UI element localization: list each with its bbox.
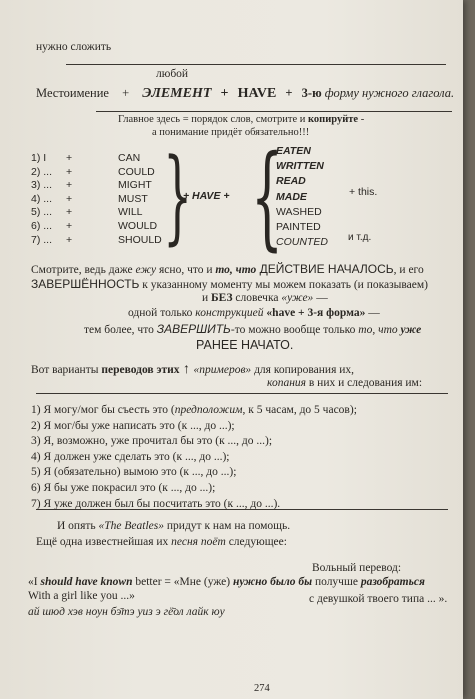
plus-this: + this.: [349, 186, 378, 198]
beatles-another: Ещё одна известнейшая их: [36, 536, 172, 548]
free-translation-label: Вольный перевод:: [312, 562, 402, 574]
page-number: 274: [254, 683, 270, 694]
formula-plus-1: +: [122, 86, 130, 100]
p1-construction: конструкцией: [195, 307, 264, 319]
p1-to-chto: то, что: [215, 264, 257, 276]
beatles-following: следующее:: [225, 536, 287, 548]
row-plus: +: [66, 192, 73, 205]
p1-odnoi: одной только: [128, 307, 196, 319]
para1-line-3: [202, 292, 328, 304]
quote-better: better = «Мне (уже): [132, 576, 233, 588]
beatles-again: И опять: [57, 520, 99, 532]
p1-mozhno: -то можно вообще только: [230, 324, 359, 336]
translation-part-a: 3) Я, возможно, уже прочитал бы это (к ..., до ...);: [31, 435, 273, 448]
left-brace: {: [251, 132, 284, 262]
formula-have: HAVE: [237, 86, 277, 101]
p1-dash-3: —: [313, 292, 328, 304]
beatles-song: песня поёт: [171, 536, 226, 548]
top-rule: [66, 64, 446, 65]
p1-dash-4: —: [365, 307, 380, 319]
p1-bez: БЕЗ: [211, 292, 233, 304]
p2-examples: «примеров»: [193, 364, 252, 376]
row-plus: +: [66, 165, 73, 178]
formula-rest: форму нужного глагола.: [324, 86, 455, 100]
row-plus: +: [66, 206, 73, 219]
quote-nuzhno: нужно было бы: [232, 576, 313, 588]
p1-to-chto-2: то, что: [358, 324, 398, 336]
translation-part-b: предположим: [174, 404, 243, 416]
formula-pronoun: Местоимение: [36, 86, 109, 100]
row-modal-verb: CAN: [118, 152, 141, 164]
participle-word: WASHED: [276, 205, 322, 218]
quote-line-2-left: With a girl like you ...»: [28, 590, 135, 602]
translation-line: [31, 420, 235, 432]
p1-uzhe-quote: «уже»: [281, 292, 314, 304]
row-number: 3) ...: [31, 179, 53, 192]
participle-word: COUNTED: [276, 236, 328, 249]
p1-text-l2: к указанному моменту мы можем показать (и показываем): [139, 279, 428, 291]
beatles-help: придут к нам на помощь.: [164, 520, 291, 532]
translation-line: [31, 451, 229, 463]
formula-third: 3-ю: [301, 86, 322, 100]
quote-open: «I: [28, 576, 41, 588]
p2-translations: переводов этих: [101, 364, 180, 376]
p1-tem-bolee: тем более, что: [84, 324, 157, 336]
quote-poluchshe: получше: [312, 576, 361, 588]
p1-text-a: Смотрите, ведь даже: [31, 264, 136, 276]
p1-completeness: ЗАВЕРШЁННОСТЬ: [31, 277, 140, 291]
formula-plus-3: +: [285, 86, 293, 100]
translation-part-a: 6) Я бы уже покрасил это (к ..., до ...);: [31, 482, 216, 494]
translation-part-a: 1) Я могу/мог бы съесть это (: [31, 404, 175, 416]
quote-razobratsya: разобраться: [360, 576, 425, 588]
formula-plus-2: +: [220, 86, 229, 101]
beatles-name: «The Beatles»: [98, 520, 165, 532]
row-number: 5) ...: [31, 206, 53, 219]
translation-line: [31, 435, 272, 447]
beatles-line-1: [57, 520, 290, 532]
mid-have: + HAVE +: [183, 190, 230, 202]
header-text: нужно сложить: [36, 41, 112, 53]
row-plus: +: [66, 179, 73, 192]
row-plus: +: [66, 233, 73, 246]
formula-above-note: любой: [156, 68, 189, 80]
participle-word: EATEN: [276, 145, 311, 157]
para1-line-6: РАНЕЕ НАЧАТО.: [196, 338, 294, 352]
row-modal-verb: COULD: [118, 165, 155, 178]
row-modal-verb: SHOULD: [118, 233, 162, 246]
translations-rule: [36, 509, 448, 510]
quote-line-2-right: с девушкой твоего типа ... ».: [309, 593, 448, 605]
participle-word: PAINTED: [276, 221, 321, 233]
row-plus: +: [66, 152, 73, 164]
quote-line-1: [28, 576, 425, 588]
row-number: 4) ...: [31, 192, 53, 205]
p2-for-copy: для копирования их,: [251, 364, 355, 376]
p1-text-f: , и его: [393, 264, 424, 276]
row-plus: +: [66, 220, 73, 232]
formula-line: [36, 86, 454, 102]
row-number: 6) ...: [31, 220, 53, 232]
p2-variants: Вот варианты: [31, 364, 102, 376]
para2-rule: [36, 393, 448, 394]
main-note-copy: копируйте: [308, 114, 359, 125]
quote-should-have-known: should have known: [40, 576, 133, 588]
p2-following: в них и следования им:: [306, 377, 423, 389]
para1-line-2: [31, 277, 428, 291]
row-modal-verb: MUST: [118, 192, 148, 205]
main-note-line-1: [118, 114, 364, 125]
para1-line-5: [84, 322, 421, 336]
p1-action-began: ДЕЙСТВИЕ НАЧАЛОСЬ: [256, 262, 394, 276]
p1-complete: ЗАВЕРШИТЬ: [156, 322, 231, 336]
row-number: 2) ...: [31, 165, 53, 178]
row-number: 1) I: [31, 152, 47, 164]
row-number: 7) ...: [31, 233, 53, 246]
translation-part-a: 7) Я уже должен был бы посчитать это (к ..., до ...).: [31, 497, 281, 510]
para2-line-1: [31, 362, 354, 378]
formula-element: ЭЛЕМЕНТ: [142, 86, 212, 101]
row-modal-verb: WOULD: [118, 220, 158, 232]
participle-word: READ: [276, 175, 306, 188]
para1-line-4: [128, 307, 380, 319]
p1-have-form: «have + 3-я форма»: [263, 307, 366, 319]
translation-part-a: 5) Я (обязательно) вымою это (к ..., до ...);: [31, 466, 237, 479]
p1-text-c: ясно, что и: [156, 264, 216, 276]
translation-line: [31, 498, 280, 510]
beatles-line-2: [36, 536, 287, 548]
p1-i: и: [202, 292, 212, 304]
translation-line: [31, 482, 215, 494]
up-arrow-icon: ↑: [179, 362, 194, 377]
para2-line-2: [267, 377, 422, 389]
main-note-line-2: а понимание придёт обязательно!!!: [152, 127, 310, 138]
translation-line: [31, 466, 236, 478]
p1-slovechka: словечка: [232, 292, 282, 304]
translation-part-a: 2) Я мог/бы уже написать это (к ..., до ...);: [31, 419, 235, 432]
row-modal-verb: MIGHT: [118, 179, 152, 192]
translation-part-a: 4) Я должен уже сделать это (к ..., до ...);: [31, 450, 230, 463]
etc-note: и т.д.: [348, 232, 372, 243]
translation-part-c: , к 5 часам, до 5 часов);: [242, 404, 357, 416]
p1-ezhu: ежу: [135, 264, 157, 276]
row-modal-verb: WILL: [118, 206, 143, 219]
main-note-text: Главное здесь = порядок слов, смотрите и: [118, 114, 309, 125]
right-brace-1: }: [163, 137, 193, 256]
translation-line: [31, 404, 357, 416]
main-note-dash: -: [358, 114, 365, 125]
transcription: ай шюд хэв ноун бэ̄тэ уиз э гё̄ол лайк юу: [28, 606, 225, 618]
para1-line-1: [31, 262, 424, 276]
p1-uzhe: уже: [397, 324, 422, 336]
participle-word: MADE: [276, 190, 307, 203]
formula-rule: [96, 111, 452, 112]
participle-word: WRITTEN: [276, 160, 324, 173]
p2-kopaniya: копания: [267, 377, 306, 389]
